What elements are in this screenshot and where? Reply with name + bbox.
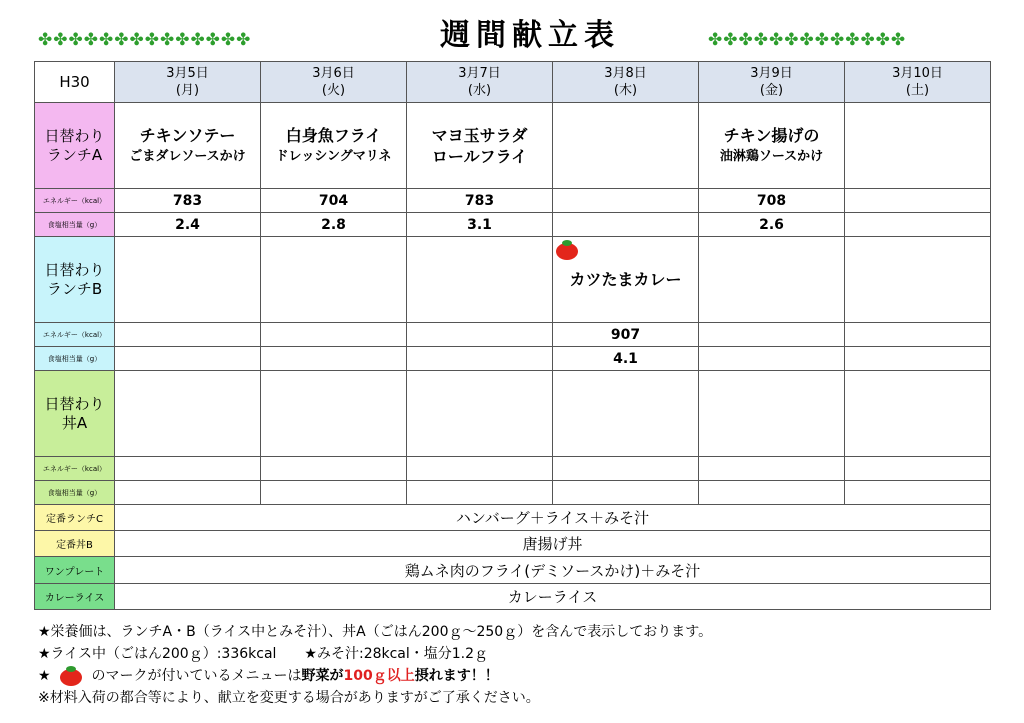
fixed-menu-item: 唐揚げ丼 xyxy=(115,531,991,557)
energy-label: エネルギー（kcal） xyxy=(35,189,115,213)
don-a-salt-row xyxy=(35,481,991,505)
salt-value: 3.1 xyxy=(407,213,553,237)
note-highlight: 100ｇ以上 xyxy=(343,668,415,684)
day-header xyxy=(115,62,261,103)
dish-line: ごまダレソースかけ xyxy=(129,148,246,164)
energy-value xyxy=(553,189,699,213)
weekly-menu-table xyxy=(34,61,991,610)
salt-value: 2.4 xyxy=(115,213,261,237)
energy-value xyxy=(407,457,553,481)
energy-value xyxy=(261,323,407,347)
dish-line: マヨ玉サラダ xyxy=(431,125,528,145)
energy-value xyxy=(845,323,991,347)
fixed-menu-row xyxy=(35,584,991,610)
dish-cell xyxy=(407,237,553,323)
energy-value xyxy=(407,323,553,347)
salt-label: 食塩相当量（g） xyxy=(35,213,115,237)
dish-cell xyxy=(261,371,407,457)
energy-value: 783 xyxy=(115,189,261,213)
energy-label: エネルギー（kcal） xyxy=(35,457,115,481)
fixed-menu-name: ワンプレート xyxy=(35,557,115,584)
lunch-a-salt-row xyxy=(35,213,991,237)
energy-label: エネルギー（kcal） xyxy=(35,323,115,347)
category-line: 日替わり xyxy=(44,394,105,413)
dish-cell xyxy=(115,237,261,323)
dish-line: 白身魚フライ xyxy=(285,125,382,145)
note-star: ★ xyxy=(38,668,51,684)
salt-value: 2.6 xyxy=(699,213,845,237)
energy-value xyxy=(553,457,699,481)
dish-cell xyxy=(407,103,553,189)
dish-name: カツたまカレー xyxy=(569,270,682,289)
day-date: 3月6日 xyxy=(312,66,355,81)
page-title: 週間献立表 xyxy=(440,18,620,53)
salt-label: 食塩相当量（g） xyxy=(35,481,115,505)
salt-value: 4.1 xyxy=(553,347,699,371)
lunch-b-energy-row xyxy=(35,323,991,347)
day-date: 3月7日 xyxy=(458,66,501,81)
energy-value xyxy=(261,457,407,481)
dish-cell xyxy=(553,371,699,457)
salt-value xyxy=(553,213,699,237)
salt-value xyxy=(115,481,261,505)
note-line: ※材料入荷の都合等により、献立を変更する場合がありますがご了承ください。 xyxy=(38,690,540,706)
tomato-icon xyxy=(59,666,83,686)
salt-value xyxy=(407,481,553,505)
energy-value xyxy=(699,457,845,481)
category-lunch-a xyxy=(35,103,115,189)
day-of-week: (金) xyxy=(759,83,784,98)
dish-cell xyxy=(845,237,991,323)
energy-value xyxy=(699,323,845,347)
salt-value xyxy=(845,481,991,505)
dish-line: ロールフライ xyxy=(431,146,528,166)
energy-value: 907 xyxy=(553,323,699,347)
clover-border-right: ✤✤✤✤✤✤✤✤✤✤✤✤✤ xyxy=(708,30,907,50)
category-line: 日替わり xyxy=(44,260,105,279)
salt-value xyxy=(115,347,261,371)
dish-line: 油淋鶏ソースかけ xyxy=(719,148,824,164)
salt-value xyxy=(261,347,407,371)
dish-cell xyxy=(699,237,845,323)
day-of-week: (水) xyxy=(467,83,492,98)
fixed-menu-item: 鶏ムネ肉のフライ(デミソースかけ)＋みそ汁 xyxy=(115,557,991,584)
day-header xyxy=(699,62,845,103)
fixed-menu-item: カレーライス xyxy=(115,584,991,610)
dish-cell xyxy=(845,103,991,189)
dish-cell xyxy=(553,103,699,189)
day-header xyxy=(553,62,699,103)
lunch-b-salt-row xyxy=(35,347,991,371)
dish-cell xyxy=(553,237,699,323)
dish-cell xyxy=(699,371,845,457)
energy-value xyxy=(845,457,991,481)
lunch-b-dish-row xyxy=(35,237,991,323)
day-date: 3月10日 xyxy=(892,66,943,81)
day-of-week: (月) xyxy=(175,83,200,98)
category-lunch-b xyxy=(35,237,115,323)
day-of-week: (土) xyxy=(905,83,930,98)
note-bold: 野菜が xyxy=(301,668,344,684)
fixed-menu-name: 定番ランチC xyxy=(35,505,115,531)
dish-cell xyxy=(699,103,845,189)
salt-value xyxy=(553,481,699,505)
clover-border-left: ✤✤✤✤✤✤✤✤✤✤✤✤✤✤ xyxy=(38,30,252,50)
dish-cell xyxy=(845,371,991,457)
day-date: 3月5日 xyxy=(166,66,209,81)
category-line: ランチA xyxy=(46,145,103,164)
salt-label: 食塩相当量（g） xyxy=(35,347,115,371)
energy-value xyxy=(115,457,261,481)
year-label: H30 xyxy=(35,62,115,103)
energy-value: 704 xyxy=(261,189,407,213)
energy-value: 708 xyxy=(699,189,845,213)
day-header xyxy=(845,62,991,103)
lunch-a-energy-row xyxy=(35,189,991,213)
date-header-row xyxy=(35,62,991,103)
dish-cell xyxy=(115,103,261,189)
lunch-a-dish-row xyxy=(35,103,991,189)
salt-value xyxy=(845,213,991,237)
dish-cell xyxy=(407,371,553,457)
fixed-menu-name: カレーライス xyxy=(35,584,115,610)
header xyxy=(0,0,1024,60)
dish-line: チキン揚げの xyxy=(723,125,820,145)
fixed-menu-row xyxy=(35,531,991,557)
day-header xyxy=(261,62,407,103)
day-of-week: (木) xyxy=(613,83,638,98)
salt-value xyxy=(845,347,991,371)
note-line: ★栄養価は、ランチA・B（ライス中とみそ汁）、丼A（ごはん200ｇ～250ｇ）を含んで表示しております。 xyxy=(38,624,713,640)
dish-cell xyxy=(115,371,261,457)
note-bold: 摂れます！！ xyxy=(414,668,499,684)
fixed-menu-item: ハンバーグ＋ライス＋みそ汁 xyxy=(115,505,991,531)
dish-line: チキンソテー xyxy=(139,125,236,145)
don-a-energy-row xyxy=(35,457,991,481)
salt-value xyxy=(407,347,553,371)
fixed-menu-row xyxy=(35,505,991,531)
fixed-menu-row xyxy=(35,557,991,584)
salt-value: 2.8 xyxy=(261,213,407,237)
fixed-menu-name: 定番丼B xyxy=(35,531,115,557)
category-don-a xyxy=(35,371,115,457)
category-line: 日替わり xyxy=(44,126,105,145)
dish-cell xyxy=(261,237,407,323)
day-header xyxy=(407,62,553,103)
salt-value xyxy=(261,481,407,505)
salt-value xyxy=(699,481,845,505)
day-date: 3月8日 xyxy=(604,66,647,81)
energy-value xyxy=(845,189,991,213)
note-line-vegetable xyxy=(38,665,998,687)
category-line: 丼A xyxy=(61,413,88,432)
dish-cell xyxy=(261,103,407,189)
category-line: ランチB xyxy=(46,279,103,298)
dish-line: ドレッシングマリネ xyxy=(275,148,392,164)
tomato-icon xyxy=(555,240,579,260)
energy-value: 783 xyxy=(407,189,553,213)
don-a-dish-row xyxy=(35,371,991,457)
note-line: ★ライス中（ごはん200ｇ）:336kcal ★みそ汁:28kcal・塩分1.2ｇ xyxy=(38,646,489,662)
note-text: のマークが付いているメニューは xyxy=(91,668,302,684)
day-date: 3月9日 xyxy=(750,66,793,81)
energy-value xyxy=(115,323,261,347)
notes xyxy=(38,621,998,709)
day-of-week: (火) xyxy=(321,83,346,98)
salt-value xyxy=(699,347,845,371)
